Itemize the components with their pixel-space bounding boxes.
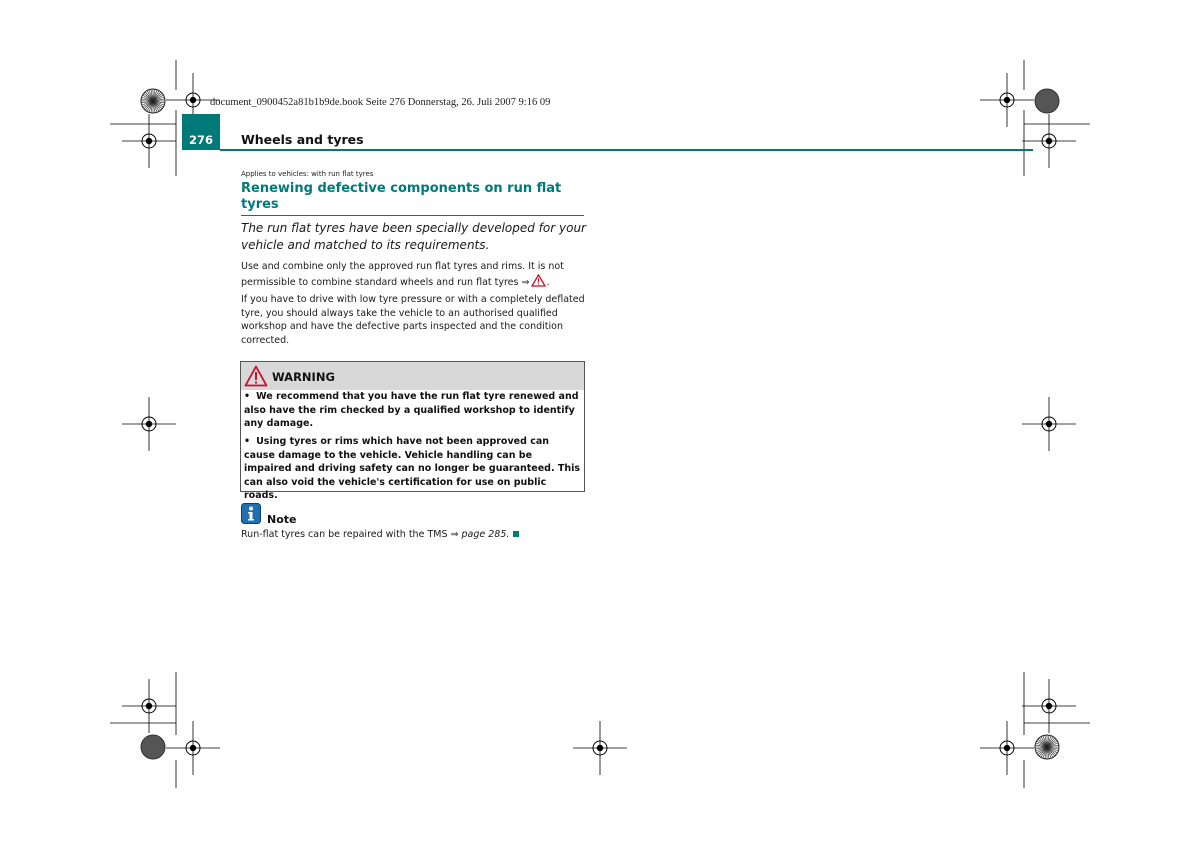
crosshair-mark <box>122 114 176 168</box>
page-heading: Renewing defective components on run flat tyres <box>241 181 562 212</box>
bullet: • <box>244 436 251 447</box>
warning-item-text: We recommend that you have the run flat tyre renewed and also have the rim checked by a qualified workshop to identify any damage. <box>244 391 579 430</box>
warning-item <box>244 435 582 503</box>
warning-item-text: Using tyres or rims which have not been approved can cause damage to the vehicle. Vehicle handling can be impaired and driving safety can no longer be guaranteed. This can also void the vehicle's certification for use on public roads. <box>244 436 581 502</box>
crosshair-mark <box>1022 679 1076 733</box>
starburst-mark <box>1035 735 1059 759</box>
intro-text: The run flat tyres have been specially developed for your vehicle and matched to its requirements. <box>241 221 586 252</box>
crosshair-mark <box>1022 397 1076 451</box>
starburst-mark <box>141 89 165 113</box>
info-icon <box>241 503 261 524</box>
warning-triangle-icon <box>244 365 268 387</box>
paragraph-1-text: Use and combine only the approved run flat tyres and rims. It is not permissible to combine standard wheels and run flat tyres ⇒ <box>241 261 564 288</box>
end-of-section-marker <box>513 531 519 537</box>
crosshair-mark <box>122 397 176 451</box>
page-reference-link[interactable]: page 285. <box>461 529 510 540</box>
crosshair-mark <box>573 721 627 775</box>
paragraph-1 <box>241 260 586 289</box>
note-text <box>241 529 519 540</box>
warning-triangle-icon <box>531 274 546 287</box>
paragraph-2: If you have to drive with low tyre pressure or with a completely deflated tyre, you should always take the vehicle to an authorised qualified workshop and have the defective parts inspected and the condition corrected. <box>241 294 585 346</box>
crosshair-mark <box>1022 114 1076 168</box>
note-text-body: Run-flat tyres can be repaired with the TMS ⇒ <box>241 529 462 540</box>
warning-title: WARNING <box>272 370 335 384</box>
header-rule <box>220 149 1033 151</box>
crosshair-mark <box>980 721 1034 775</box>
page-number: 276 <box>188 133 213 147</box>
registration-dot <box>141 735 165 759</box>
note-title: Note <box>267 513 297 526</box>
heading-rule <box>241 215 584 216</box>
section-title: Wheels and tyres <box>241 132 364 147</box>
paragraph-1-end: . <box>546 276 550 288</box>
registration-dot <box>1035 89 1059 113</box>
warning-item <box>244 390 582 431</box>
crosshair-mark <box>122 679 176 733</box>
applies-to-label: Applies to vehicles: with run flat tyres <box>241 170 374 178</box>
print-header: document_0900452a81b1b9de.book Seite 276 Donnerstag, 26. Juli 2007 9:16 09 <box>210 97 551 108</box>
crosshair-mark <box>980 73 1034 127</box>
bullet: • <box>244 391 251 402</box>
crosshair-mark <box>166 721 220 775</box>
